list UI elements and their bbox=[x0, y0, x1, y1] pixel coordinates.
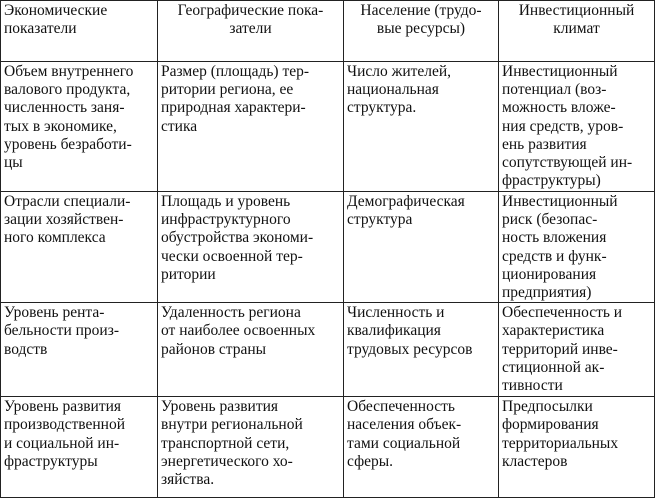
table-cell: Инвестиционный потенциал (воз- можность вложе- ния средств, уров- ень развития сопутствующей ин- фраструктуры) bbox=[499, 62, 655, 192]
table-cell: Уровень развития производственной и социальной ин- фраструктуры bbox=[1, 397, 158, 498]
table-cell: Уровень развития внутри региональной транспортной сети, энергетического хо- зяйства. bbox=[158, 397, 344, 498]
table-cell: Уровень рента- бельности произ- водств bbox=[1, 303, 158, 397]
table-cell: Обеспеченность и характеристика территорий инве- стиционной ак- тивности bbox=[499, 303, 655, 397]
header-geographic: Географические пока- затели bbox=[158, 1, 344, 62]
table-header-row bbox=[1, 1, 655, 62]
table-cell: Численность и квалификация трудовых ресурсов bbox=[344, 303, 499, 397]
table-row bbox=[1, 397, 655, 498]
table-row bbox=[1, 62, 655, 192]
table-row bbox=[1, 303, 655, 397]
table-cell: Инвестиционный риск (безопас- ность вложения средств и функ- ционирования предприятия) bbox=[499, 192, 655, 303]
table-row bbox=[1, 192, 655, 303]
table-cell: Число жителей, национальная структура. bbox=[344, 62, 499, 192]
header-economic: Экономические показатели bbox=[1, 1, 158, 62]
header-investment: Инвестиционный климат bbox=[499, 1, 655, 62]
table-cell: Отрасли специали- зации хозяйствен- ного комплекса bbox=[1, 192, 158, 303]
table-cell: Демографическая структура bbox=[344, 192, 499, 303]
table-cell: Обеспеченность населения объек- тами социальной сферы. bbox=[344, 397, 499, 498]
table-cell: Площадь и уровень инфраструктурного обустройства экономи- чески освоенной тер- ритории bbox=[158, 192, 344, 303]
table-cell: Объем внутреннего валового продукта, численность заня- тых в экономике, уровень безработи- цы bbox=[1, 62, 158, 192]
table-cell: Размер (площадь) тер- ритории региона, ее природная характери- стика bbox=[158, 62, 344, 192]
table-cell: Предпосылки формирования территориальных кластеров bbox=[499, 397, 655, 498]
table-cell: Удаленность региона от наиболее освоенных районов страны bbox=[158, 303, 344, 397]
header-population: Население (трудо- вые ресурсы) bbox=[344, 1, 499, 62]
